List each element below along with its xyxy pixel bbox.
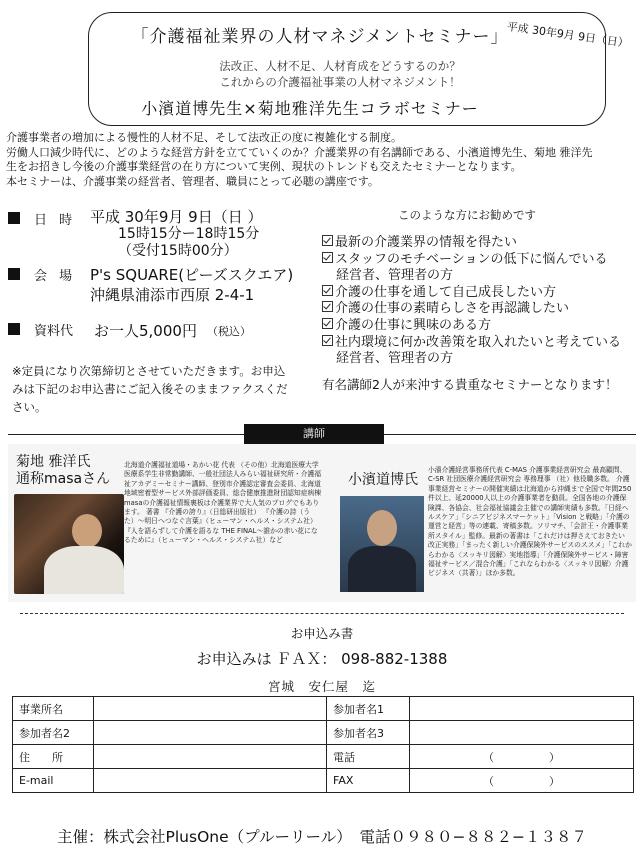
list-item: 介護の仕事の素晴らしさを再認識したい [322, 301, 640, 318]
date-stamp: 平成 30年9月 9日（日） [505, 19, 630, 50]
checkbox-icon [322, 285, 333, 296]
lecturer1-bio: 北海道介護福祉道場・あかい花 代表 （その他）北海道医療大学医療系学生非常勤講師、一般社団法人みらい福祉研究所・介護福祉アカデミーセミナー講師、登別市介護認定審査会委員、北海道地域密着型サービス外部評価委員、総合健康推進財団認知症病棟 masaの介護福祉情報裏板は介護業界で大人気のブログでもあります。 著書 『介護の誇り』（日総研出版社） 『介護の詩（うた）〜明日へつなぐ言葉』（ヒューマン・ヘルス・システム社） 『人を語らずして介護を語るな THE FINAL〜誰かの赤い花になるために』（ヒューマン・ヘルス・システム社）など [124, 461, 322, 545]
page-title: 「介護福祉業界の人材マネジメントセミナー」 [131, 27, 509, 47]
form-label: 参加者名3 [327, 721, 410, 745]
fax-number: お申込みは ＦＡＸ： 098-882-1388 [196, 650, 448, 668]
recommend-title: このような方にお勧めです [398, 208, 536, 222]
lecturer1-alias: 通称masaさん [16, 471, 111, 487]
form-input[interactable] [94, 745, 327, 769]
date-value: 平成 30年9月 9日（日 ） [90, 208, 263, 226]
bullet-icon [8, 268, 20, 280]
form-input[interactable] [94, 721, 327, 745]
fee-note: （税込） [206, 325, 251, 338]
fee-row [8, 320, 251, 341]
collab-title: 小濱道博先生×菊地雅洋先生コラボセミナー [141, 99, 479, 118]
intro-line: 労働人口減少時代に、どのような経営方針を立てていくのか？介護業界の有名講師である、小濱道博先生、菊地 雅洋先 [6, 145, 593, 159]
list-item: スタッフのモチベーションの低下に悩んでいる [322, 252, 640, 269]
form-label: FAX [327, 769, 410, 793]
form-label: 参加者名2 [13, 721, 94, 745]
lecturer1-name-text: 菊地 雅洋氏 [16, 454, 91, 470]
list-item-continuation: 経営者、管理者の方 [336, 351, 454, 367]
list-item: 社内環境に何か改善策を取入れたいと考えている [322, 335, 640, 352]
lecturer-heading: 講師 [244, 424, 384, 444]
intro-text [6, 131, 638, 189]
notice: ※定員になり次第締切とさせていただきます。お申込みは下記のお申込書にご記入後そのままファクスください。 [12, 364, 288, 414]
intro-line: 生をお招きし今後の介護事業経営の在り方について実例、現状のトレンドも交えたセミナーとなります。 [6, 160, 522, 173]
time-value: 15時15分ー18時15分 [118, 226, 260, 242]
form-label: 参加者名1 [327, 697, 410, 721]
venue-row [8, 265, 293, 305]
checkbox-icon [322, 301, 333, 312]
venue-name: P's SQUARE(ピーズスクエア) [90, 266, 294, 284]
intro-line: 介護事業者の増加による慢性的人材不足、そして法改正の度に複雑化する制度。 [6, 131, 402, 144]
list-item: 介護の仕事に興味のある方 [322, 318, 640, 335]
form-input[interactable] [94, 769, 327, 793]
organizer: 主催：株式会社PlusOne（プルーリール） 電話０９８０−８８２−１３８７ [57, 828, 587, 846]
photo-body [348, 546, 416, 592]
datetime-value [90, 209, 262, 260]
venue-label: 会 場 [34, 269, 77, 284]
form-input[interactable]: （ ） [410, 745, 634, 769]
form-label: 事業所名 [13, 697, 94, 721]
lecturer2-bio: 小濱介護経営事務所代表 C-MAS 介護事業経営研究会 最高顧問、C-SR 社団医療介護経営研究会 専務理事 （社）他役職多数。 介護事業経営セミナーの開催実績は北海道から沖縄まで全国で年間250件以上、延20000人以上の介護事業者を動員。全国各地の介護保険課、各協会、社会福祉協議会主催での講師実績も多数。「日経ヘルスケア」「シニアビジネスマーケット」「Vision と戦略」「介護の運営と経営」等の連載、寄稿多数。ソリマチ、「会計王・介護事業所スタイル」監修。最新の著書は「これだけは押さえておきたい 改正実務」「まったく新しい介護保険外サービスのススメ」「これからわかる〈スッキリ図解〉実地指導」「介護保険外サービス・障害福祉サービス／混合介護」「これならわかる〈スッキリ図解〉介護ビジネス（共著）」ほか多数。 [428, 466, 632, 578]
form-input[interactable] [94, 697, 327, 721]
form-label: 電話 [327, 745, 410, 769]
lecturer2-name: 小濱道博氏 [348, 472, 418, 488]
table-row [13, 769, 634, 793]
application-form [12, 696, 634, 793]
bullet-icon [8, 323, 20, 335]
fee-label: 資料代 [34, 324, 74, 339]
checkbox-icon [322, 235, 333, 246]
form-label: 住 所 [13, 745, 94, 769]
reception-time: （受付15時00分） [118, 243, 238, 259]
datetime-row [8, 209, 262, 260]
cut-line [20, 613, 624, 614]
table-row [13, 721, 634, 745]
closing-message: 有名講師2人が来沖する貴重なセミナーとなります！ [322, 377, 618, 392]
photo-head [72, 514, 102, 548]
list-item: 介護の仕事を通して自己成長したい方 [322, 285, 640, 302]
table-row [13, 697, 634, 721]
checkbox-icon [322, 318, 333, 329]
list-item: 最新の介護業界の情報を得たい [322, 235, 640, 252]
recommend-list [322, 235, 640, 368]
venue-value [90, 265, 293, 305]
fee-value: お一人5,000円 [94, 322, 197, 340]
lecturer1-photo [14, 494, 124, 594]
lecturer2-photo [340, 496, 424, 592]
photo-body [44, 546, 124, 594]
checkbox-icon [322, 252, 333, 263]
subtitle-line-1: 法改正、人材不足、人材育成をどうするのか？ [219, 59, 461, 73]
subtitle-line-2: これからの介護福祉事業の人材マネジメント！ [219, 75, 461, 89]
bullet-icon [8, 212, 20, 224]
form-label: E-mail [13, 769, 94, 793]
recipient: 宮城 安仁屋 迄 [267, 679, 376, 694]
subtitle [140, 58, 540, 90]
lecturer1-name [16, 454, 110, 488]
table-row [13, 745, 634, 769]
checkbox-icon [322, 335, 333, 346]
datetime-label: 日 時 [34, 213, 77, 228]
form-input[interactable] [410, 697, 634, 721]
list-item-continuation: 経営者、管理者の方 [336, 268, 454, 284]
form-input[interactable]: （ ） [410, 769, 634, 793]
form-input[interactable] [410, 721, 634, 745]
application-title: お申込み書 [290, 626, 354, 641]
photo-head [367, 510, 397, 546]
intro-line: 本セミナーは、介護事業の経営者、管理者、職員にとって必聴の講座です。 [6, 174, 379, 188]
venue-address: 沖縄県浦添市西原 2-4-1 [90, 286, 255, 304]
